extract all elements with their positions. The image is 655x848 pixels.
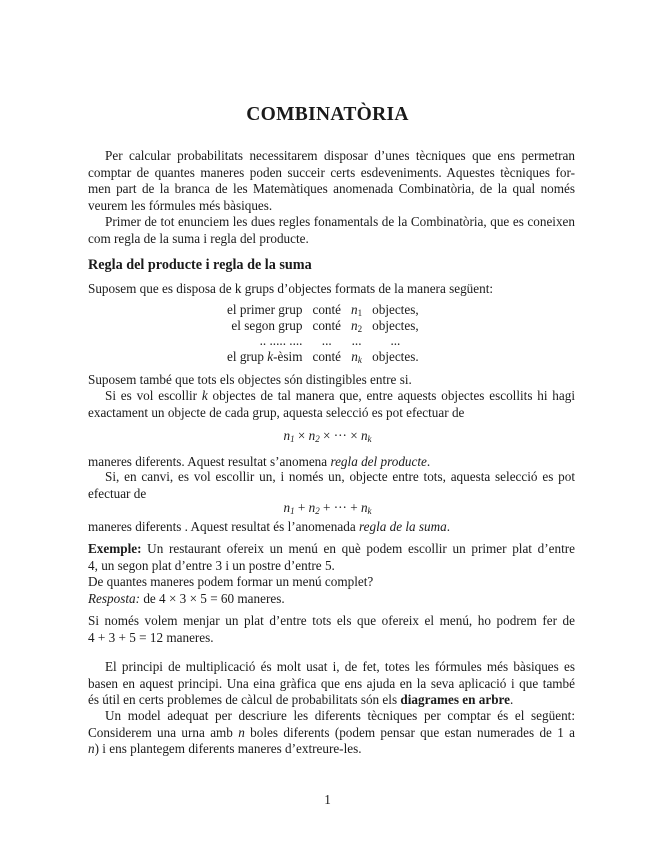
text-line: 4 + 3 + 5 = 12 maneres. bbox=[88, 629, 214, 645]
text-fragment: de 4 × 3 × 5 = 60 maneres. bbox=[143, 590, 285, 606]
group-name: el primer grup bbox=[227, 302, 303, 317]
group-row bbox=[222, 318, 424, 334]
text-line: Suposem que es disposa de k grups d’objectes formats de la manera següent: bbox=[88, 281, 494, 296]
distinguishable-text bbox=[88, 372, 575, 389]
text-line: com regla de la suma i regla del producte. bbox=[88, 230, 309, 246]
text-line: 4, un segon plat d’entre 3 i un postre d’entre 5. bbox=[88, 557, 335, 573]
text-fragment: . bbox=[426, 454, 431, 469]
text-line: Si només volem menjar un plat d’entre tots els que ofereix el menú, ho podrem fer de bbox=[88, 613, 575, 628]
page-title: COMBINATÒRIA bbox=[246, 104, 409, 125]
text-fragment: maneres diferents. Aquest resultat s’anomena bbox=[88, 454, 331, 469]
group-count: ... bbox=[351, 333, 362, 348]
product-rule-text bbox=[88, 388, 575, 421]
sum-formula: $n_1 + n_2$ + ··· + $n_k$ bbox=[283, 500, 372, 516]
group-verb: conté bbox=[312, 348, 342, 364]
sum-rule-text bbox=[88, 469, 575, 502]
single-dish-text bbox=[88, 613, 575, 646]
text-line: Si, en canvi, es vol escollir un, i només un, objecte entre tots, aquesta selecció es pot bbox=[105, 469, 575, 484]
text-line: Per calcular probabilitats necessitarem disposar d’unes tècniques que ens permetran bbox=[105, 148, 575, 163]
group-objects: ... bbox=[390, 333, 401, 348]
product-formula: $n_1 \times n_2$ × ··· × $n_k$ bbox=[283, 428, 372, 444]
group-verb: ... bbox=[321, 333, 332, 348]
group-row bbox=[222, 349, 424, 365]
text-line: De quantes maneres podem formar un menú complet? bbox=[88, 574, 374, 589]
section-heading: Regla del producte i regla de la suma bbox=[88, 257, 312, 273]
text-line: Suposem també que tots els objectes són distingibles entre si. bbox=[88, 372, 412, 387]
text-line: El principi de multiplicació és molt usat i, de fet, totes les fórmules més bàsiques es bbox=[105, 659, 575, 674]
text-line: n) i ens plantegem diferents maneres d’extreure-les. bbox=[88, 741, 362, 756]
model-paragraph bbox=[88, 708, 575, 758]
group-name: .. ..... .... bbox=[259, 333, 303, 348]
text-line bbox=[88, 541, 575, 558]
text-line bbox=[88, 591, 575, 608]
text-line: comptar de quantes maneres poden succeir certs esdeveniments. Aquestes tècniques for- bbox=[88, 164, 575, 180]
text-line: efectuar de bbox=[88, 485, 147, 501]
intro-paragraph-2 bbox=[88, 214, 575, 247]
text-fragment: és útil en certs problemes de càlcul de probabilitats són els bbox=[88, 692, 401, 707]
example-label: Exemple: bbox=[88, 541, 142, 556]
rule-term: regla de la suma bbox=[358, 519, 447, 534]
group-count: $n_2$ bbox=[351, 317, 363, 334]
text-fragment: . bbox=[510, 692, 514, 707]
text-line: exactament un objecte de cada grup, aquesta selecció es pot efectuar de bbox=[88, 404, 465, 420]
text-fragment: maneres diferents . Aquest resultat és l’anomenada bbox=[88, 519, 359, 534]
text-fragment: . bbox=[446, 519, 451, 534]
answer-label: Resposta: bbox=[88, 590, 141, 606]
principle-paragraph bbox=[88, 659, 575, 709]
text-fragment: Un restaurant ofereix un menú en què podem escollir un primer plat d’entre bbox=[147, 541, 575, 556]
groups-table bbox=[222, 302, 424, 364]
text-line: Primer de tot enunciem les dues regles fonamentals de la Combinatòria, que es coneixen bbox=[105, 214, 575, 229]
text-line: veurem les fórmules més bàsiques. bbox=[88, 197, 273, 213]
sum-result-text bbox=[88, 519, 575, 536]
text-line: Considerem una urna amb n boles diferents (podem pensar que estan numerades de 1 a bbox=[88, 724, 575, 740]
group-count: $n_k$ bbox=[351, 348, 362, 365]
group-name: el grup k-èsim bbox=[227, 348, 303, 364]
group-row bbox=[222, 302, 424, 318]
group-objects: objectes, bbox=[372, 317, 419, 333]
group-objects: objectes, bbox=[372, 302, 419, 317]
rule-term: regla del producte bbox=[330, 454, 427, 469]
intro-paragraph-1 bbox=[88, 148, 575, 214]
text-line bbox=[88, 519, 575, 536]
group-verb: conté bbox=[312, 317, 342, 333]
suppose-groups-text bbox=[88, 281, 575, 298]
text-line: Si es vol escollir k objectes de tal manera que, entre aquests objectes escollits hi hagi bbox=[105, 388, 575, 403]
page-number: 1 bbox=[324, 792, 331, 807]
group-name: el segon grup bbox=[231, 317, 303, 333]
group-row bbox=[222, 333, 424, 349]
text-line: Un model adequat per descriure les diferents tècniques per comptar és el següent: bbox=[105, 708, 575, 723]
group-count: $n_1$ bbox=[351, 302, 363, 318]
group-verb: conté bbox=[312, 302, 342, 317]
tree-diagrams-term: diagrames en arbre bbox=[400, 692, 511, 707]
group-objects: objectes. bbox=[372, 348, 419, 364]
example-block bbox=[88, 541, 575, 607]
text-line: men part de la branca de les Matemàtiques anomenada Combinatòria, de la qual només bbox=[88, 181, 575, 196]
text-line: basen en aquest principi. Una eina gràfica que ens ajuda en la seva aplicació i que també bbox=[88, 675, 575, 691]
text-line bbox=[88, 692, 575, 709]
